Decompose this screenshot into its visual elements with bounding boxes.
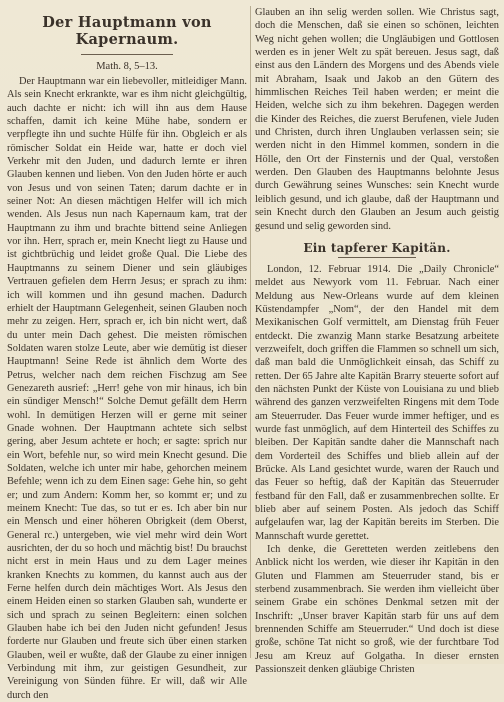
section-paragraph: Ich denke, die Geretteten werden zeitlebens den Anblick nicht los werden, wie dieser ihr Kapitän in den Gluten und Flammen am Steuerruder stand, bis er sterbend zusammenbrach. Sie werden ihm vielleicht über seinem Grabe ein schönes Denkmal setzen mit der Inschrift: „Unser braver Kapitän starb für uns auf dem brennenden Schiffe am Steuerruder.“ Und doch ist diese große, schöne Tat nicht so groß, wie der furchtbare Tod Jesu am Kreuz auf Golgatha. In dieser ernsten Passionszeit denken gläubige Christen <box>255 544 499 676</box>
section-body <box>255 263 499 677</box>
section-title: Ein tapferer Kapitän. <box>303 240 451 255</box>
title-underline <box>81 54 173 55</box>
left-column <box>7 6 247 702</box>
scripture-reference: Math. 8, 5–13. <box>96 61 158 72</box>
article-continuation <box>255 6 499 233</box>
article-title: Der Hauptmann von Kapernaum. <box>42 14 212 48</box>
section-paragraph: London, 12. Februar 1914. Die „Daily Chronicle“ meldet aus Newyork vom 11. Februar. Nach einer Meldung aus New-Orleans wurde auf dem kleinen Küstendampfer „Nom“, der den Handel mit dem Mexikanischen Golf vermittelt, am Dienstag früh Feuer entdeckt. Die zwanzig Mann starke Besatzung arbeitete verzweifelt, doch griffen die Flammen so schnell um sich, daß man bald die Unmöglichkeit einsah, das Schiff zu retten. Der 65 Jahre alte Kapitän Brarry steuerte sofort auf den nächsten Punkt der Küste von Louisiana zu und blieb während des ganzen verzweifelten Ringens mit dem Tode am Steuerruder. Das Feuer wurde immer heftiger, und es wurde fast unmöglich, auf dem Hinterteil des Schiffes zu bleiben. Der Kapitän sandte daher die Mannschaft nach dem Vorderteil des Schiffes und blieb allein auf der Brücke. Als Land gesichtet wurde, waren der Rauch und das Feuer so heftig, daß der Kapitän das Steuerruder festband für den Fall, daß er zusammenbrechen sollte. Er blieb aber auf seinem Posten. Als jedoch das Schiff aufgelaufen war, lag der Kapitän bereits im Sterben. Die Mannschaft wurde gerettet. <box>255 263 499 542</box>
article-paragraph: Der Hauptmann war ein liebevoller, mitleidiger Mann. Als sein Knecht erkrankte, war es ihm nicht gleichgültig, auch dachte er nicht: ich will ihn aus dem Hause schaffen, damit ich keine Mühe habe, sondern er verpflegte ihn und suchte Hülfe für ihn. Obgleich er als römischer Soldat ein Heide war, hatte er doch viel Verkehr mit den Juden, und dadurch lernte er ihren Glauben kennen und lieben. Von den Juden hörte er auch von Jesus und von seinen Taten; darum dachte er in seiner Not: An diesen mächtigen Helfer will ich mich wenden. Als Jesus nun nach Kapernaum kam, trat der Hauptmann zu ihm und brachte bittend seine Anliegen vor ihn. Herr, sprach er, mein Knecht liegt zu Hause und ist gichtbrüchig und leidet große Qual. Die Liebe des Hauptmanns zu seinem Diener und sein gläubiges Vertrauen gefielen dem Herrn Jesus; er sprach zu ihm: ich will kommen und ihn gesund machen. Dadurch erhielt der Hauptmann Gelegenheit, seinen Glauben noch mehr zu zeigen. Herr, sprach er, ich bin nicht wert, daß du unter mein Dach gehest. Die meisten römischen Soldaten waren stolze Leute, aber wie demütig ist dieser Hauptmann! Seine Rede ist ähnlich dem Worte des Petrus, welcher nach dem reichen Fischzug am See Genezareth ausrief: „Herr! gehe von mir hinaus, ich bin ein sündiger Mensch!“ Solche Demut gefällt dem Herrn wohl. In demütigen Herzen will er gerne mit seiner Gnade wohnen. Der Hauptmann achtete sich selbst gering, aber Jesum achtete er hoch; er sagte: sprich nur ein Wort, befehle nur, so wird mein Knecht gesund. Die Soldaten, welche ich unter mir habe, gehorchen meinem Befehle; wenn ich zu dem Einen sage: Gehe hin, so geht er; und zum Andern: Komm her, so kommt er; und zu meinem Knecht: Tue das, so tut er es. Ich aber bin nur ein Mensch und einer höheren Obrigkeit (dem Oberst, General rc.) untergeben, wie viel mehr wird dein Wort ausrichten, der du so hoch und mächtig bist! Du brauchst nicht erst in mein Haus und zu dem Lager meines kranken Knechts zu kommen, du kannst auch aus der Ferne helfen durch dein mächtiges Wort. Als Jesus den einem Heiden einen so starken Glauben sah, wunderte er sich und sprach zu seinen Begleitern: einen solchen Glauben habe ich bei den Juden nicht gefunden! Jesus forderte nur Glauben und freute sich über einen starken Glauben, weil er wußte, daß der Glaube zu einer innigen Verbindung mit ihm, zur geistigen Gesundheit, zur Vereinigung von Sünden führe. Er will, daß wir Alle durch den <box>7 76 247 701</box>
continuation-paragraph: Glauben an ihn selig werden sollen. Wie Christus sagt, doch die Menschen, daß sie einen so schönen, leichten Weg nicht gehen wollen; die Ungläubigen und Gottlosen werden es in jener Welt zu spät bereuen. Jesus sagt, daß einst aus den Ländern des Morgens und des Abends viele mit Abraham, Isaak und Jakob an den Gütern des himmlischen Reiches Teil haben werden; er meint die Heiden, welche sich zu ihm bekehren. Dagegen werden die Kinder des Reiches, die zuerst Berufenen, viele Juden und Christen, durch ihren Unglauben verlassen sein; sie werden nicht in den Himmel kommen, sondern in die Hölle, den Ort der Finsternis und der Qual, verstoßen werden. Den Glauben des Hauptmanns belohnte Jesus durch Gewährung seines Wunsches: sein Knecht wurde leiblich gesund, und ich glaube, daß der Hauptmann und sein Knecht durch den Glauben an Jesum auch geistig gesund und selig geworden sind. <box>255 7 499 232</box>
article-body <box>7 75 247 702</box>
right-column <box>255 6 499 677</box>
column-divider <box>250 6 251 658</box>
section-underline <box>338 257 416 258</box>
